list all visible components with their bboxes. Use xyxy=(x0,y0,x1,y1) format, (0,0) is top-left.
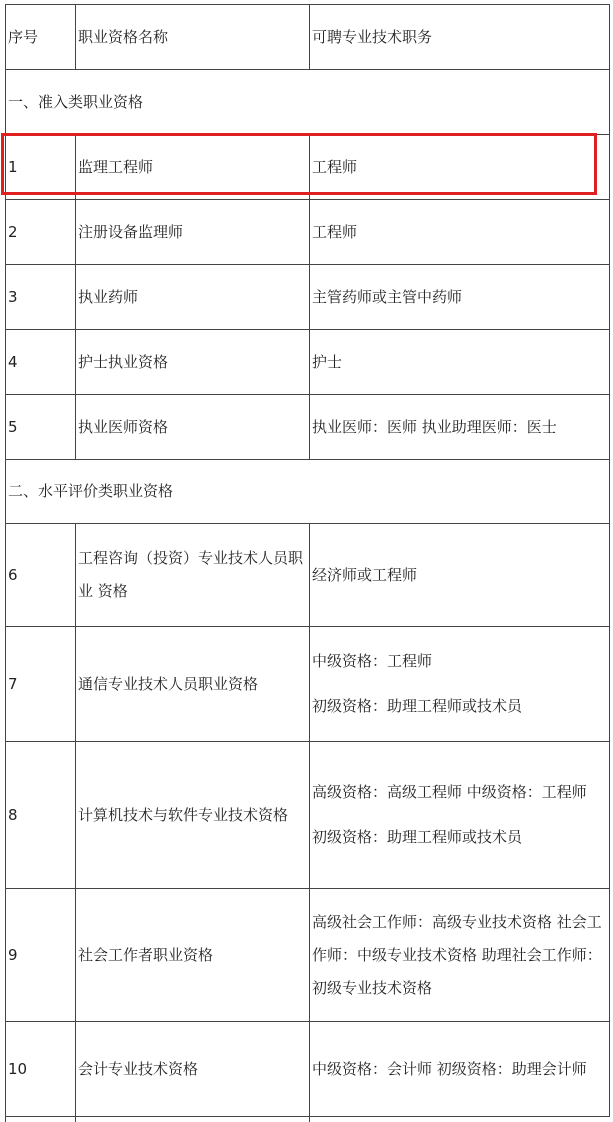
row-no: 9 xyxy=(6,889,76,1022)
row-positions: 工程师 xyxy=(310,135,610,200)
position-line: 中级资格：工程师 xyxy=(312,652,433,670)
row-positions: 执业医师：医师 执业助理医师：医士 xyxy=(310,395,610,460)
row-no: 8 xyxy=(6,742,76,889)
table-row xyxy=(6,627,610,742)
row-name: 社会工作者职业资格 xyxy=(76,889,310,1022)
header-no: 序号 xyxy=(6,5,76,70)
row-positions: 高级社会工作师：高级专业技术资格 社会工作师：中级专业技术资格 助理社会工作师：初级专业技术资格 xyxy=(310,889,610,1022)
row-name: 通信专业技术人员职业资格 xyxy=(76,627,310,742)
row-positions: 护士 xyxy=(310,330,610,395)
row-name: 护士执业资格 xyxy=(76,330,310,395)
row-no: 5 xyxy=(6,395,76,460)
section-title-level: 二、水平评价类职业资格 xyxy=(6,460,610,524)
table-row xyxy=(6,1022,610,1117)
row-name: 工程咨询（投资）专业技术人员职业 资格 xyxy=(76,524,310,627)
table-row xyxy=(6,889,610,1022)
position-line: 初级资格：助理工程师或技术员 xyxy=(312,697,523,715)
table-row xyxy=(6,742,610,889)
table-row xyxy=(6,395,610,460)
table-row xyxy=(6,330,610,395)
row-no: 10 xyxy=(6,1022,76,1117)
section-row-level xyxy=(6,460,610,524)
row-name: 计算机技术与软件专业技术资格 xyxy=(76,742,310,889)
position-line: 高级资格：高级工程师 中级资格：工程师 xyxy=(312,783,587,801)
qualification-table xyxy=(5,4,610,1117)
row-no: 6 xyxy=(6,524,76,627)
row-no: 7 xyxy=(6,627,76,742)
position-line: 初级资格：助理工程师或技术员 xyxy=(312,828,523,846)
table-row xyxy=(6,135,610,200)
header-positions: 可聘专业技术职务 xyxy=(310,5,610,70)
header-name: 职业资格名称 xyxy=(76,5,310,70)
table-row xyxy=(6,265,610,330)
row-name: 监理工程师 xyxy=(76,135,310,200)
table-row xyxy=(6,524,610,627)
next-row-border xyxy=(75,1117,76,1122)
row-no: 1 xyxy=(6,135,76,200)
section-title-access: 一、准入类职业资格 xyxy=(6,70,610,135)
row-positions: 经济师或工程师 xyxy=(310,524,610,627)
row-positions xyxy=(310,627,610,742)
row-positions: 中级资格：会计师 初级资格：助理会计师 xyxy=(310,1022,610,1117)
row-name: 执业药师 xyxy=(76,265,310,330)
table-header-row xyxy=(6,5,610,70)
row-positions: 主管药师或主管中药师 xyxy=(310,265,610,330)
next-row-border xyxy=(5,1117,6,1122)
row-no: 3 xyxy=(6,265,76,330)
section-row-access xyxy=(6,70,610,135)
row-positions: 工程师 xyxy=(310,200,610,265)
row-no: 2 xyxy=(6,200,76,265)
row-name: 注册设备监理师 xyxy=(76,200,310,265)
row-name: 会计专业技术资格 xyxy=(76,1022,310,1117)
row-name: 执业医师资格 xyxy=(76,395,310,460)
row-positions xyxy=(310,742,610,889)
row-no: 4 xyxy=(6,330,76,395)
table-row xyxy=(6,200,610,265)
next-row-border xyxy=(309,1117,310,1122)
